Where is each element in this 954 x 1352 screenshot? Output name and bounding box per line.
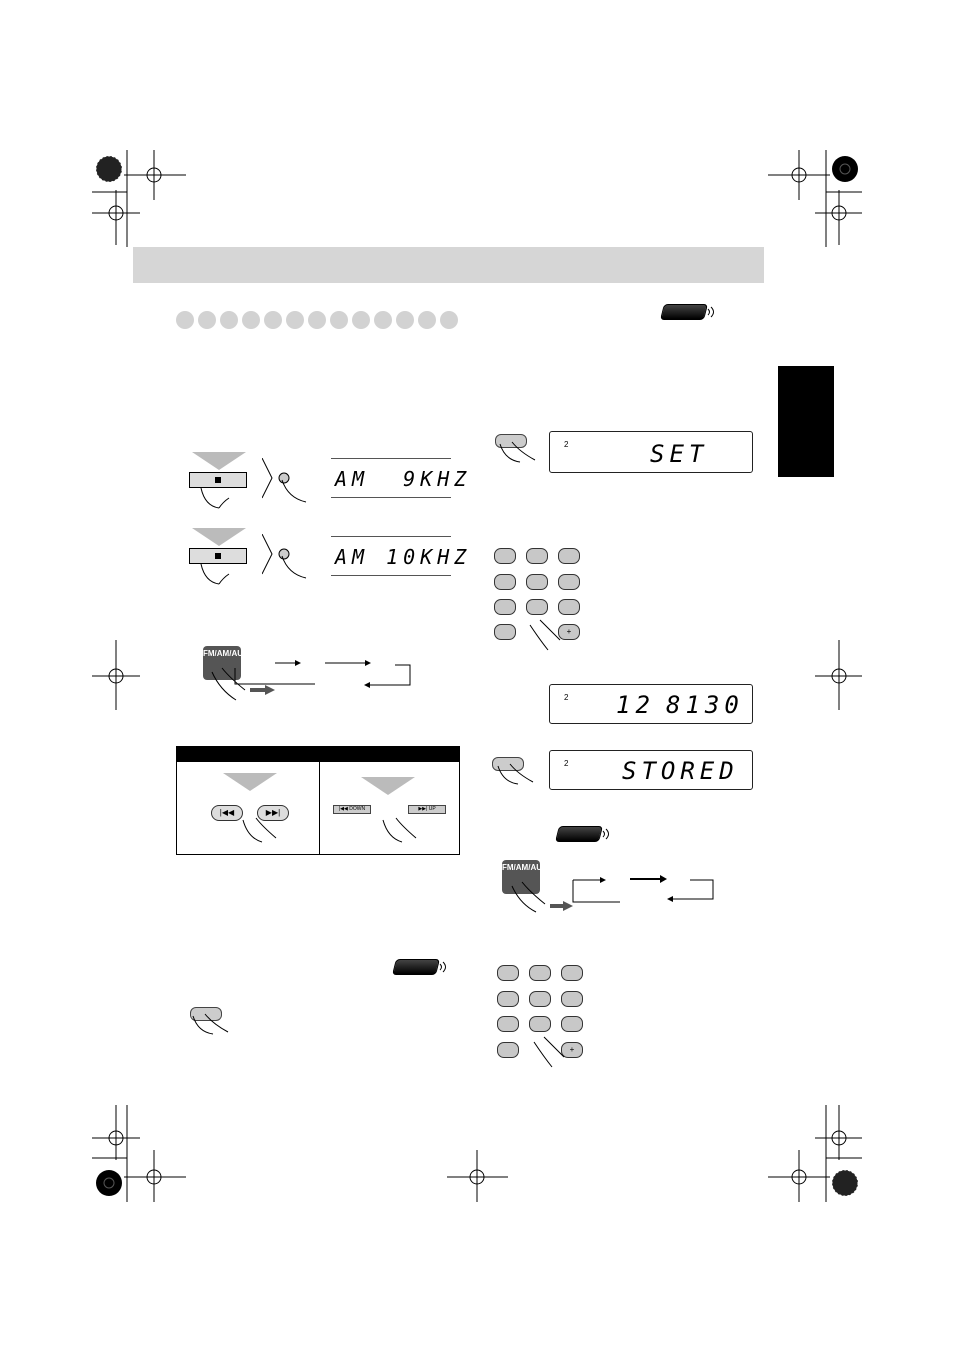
keypad-key[interactable] [494,574,516,590]
stored-display: 2 STORED [549,750,753,790]
remote-control-icon [557,826,601,842]
set-button[interactable] [495,434,527,448]
preset-frequency-display: 2 12 8130 [549,684,753,724]
keypad-key[interactable] [497,1016,519,1032]
stop-button-illustration [189,452,249,515]
keypad-key[interactable] [497,965,519,981]
remote-control-icon [394,959,438,975]
keypad-key[interactable] [526,574,548,590]
keypad-key[interactable] [529,991,551,1007]
am-10khz-display: AM 10KHZ [331,536,451,576]
source-cycle-arrows [205,660,420,705]
keypad-key[interactable] [494,548,516,564]
keypad-key[interactable] [558,574,580,590]
keypad-key[interactable] [494,599,516,615]
language-side-tab [778,366,834,477]
eject-button-illustration [262,458,317,513]
keypad-key[interactable] [529,965,551,981]
down-button[interactable]: |◀◀ DOWN [333,805,371,814]
stop-button-illustration [189,528,249,591]
keypad-key[interactable] [561,965,583,981]
eject-button-illustration [262,534,317,589]
keypad-key[interactable] [558,548,580,564]
set-display: 2 SET [549,431,753,473]
set-button[interactable] [492,757,524,771]
keypad-key[interactable] [497,1042,519,1058]
section-dots [176,311,458,329]
skip-back-button[interactable]: |◀◀ [211,805,243,821]
keypad-key[interactable] [497,991,519,1007]
keypad-key[interactable] [561,1016,583,1032]
tuning-buttons-panel [176,746,460,855]
keypad-key[interactable] [561,991,583,1007]
fm-am-aux-button[interactable]: FM/AM/AUX [203,646,241,680]
remote-control-icon [662,304,706,320]
keypad-plus-key[interactable]: + [561,1042,583,1058]
keypad-key[interactable] [526,548,548,564]
am-9khz-display: AM 9KHZ [331,458,451,498]
skip-forward-button[interactable]: ▶▶| [257,805,289,821]
keypad-key[interactable] [494,624,516,640]
source-cycle-arrows [505,874,720,919]
memory-button[interactable] [190,1007,222,1021]
up-button[interactable]: ▶▶| UP [408,805,446,814]
keypad-key[interactable] [529,1016,551,1032]
section-header-bar [133,247,764,283]
fm-am-aux-button[interactable]: FM/AM/AUX [502,860,540,894]
keypad-key[interactable] [526,599,548,615]
keypad-plus-key[interactable]: + [558,624,580,640]
keypad-key[interactable] [558,599,580,615]
